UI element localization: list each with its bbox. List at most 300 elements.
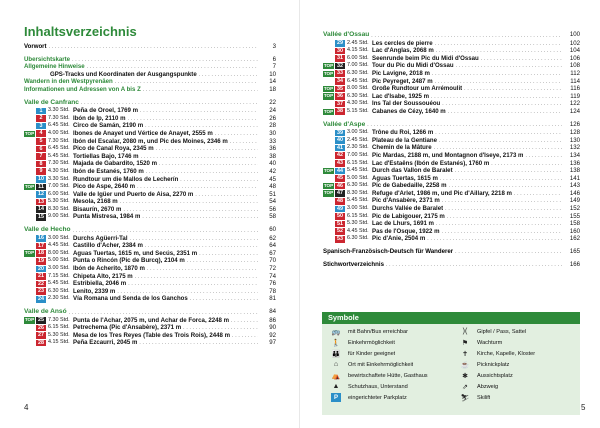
tour-duration: 3.30 Std. (48, 107, 70, 114)
tour-number-badge: 10 (38, 176, 44, 182)
leader-dots (199, 250, 258, 258)
toc-tour-entry (323, 70, 580, 78)
toc-page-number: 143 (569, 182, 580, 190)
top-badge: TOP (24, 130, 35, 136)
tour-number-badge: 45 (337, 175, 343, 182)
tour-number-badge: 48 (337, 197, 343, 204)
legend-symbol-icon: 👪 (331, 350, 341, 358)
toc-entry-title: Mesola, 2168 m (73, 198, 118, 206)
tour-duration: 3.00 Std. (48, 234, 70, 241)
leader-dots (232, 332, 258, 340)
toc-entry-title: Refuge d'Arlet, 1986 m, und Pic d'Aillary, 2218 m (372, 189, 512, 197)
right-page (300, 0, 600, 428)
tour-number-badge: 20 (38, 265, 44, 272)
toc-entry-title: Peña Ezcaurri, 2045 m (73, 339, 138, 347)
symbol-entry (451, 348, 580, 359)
symbols-title: Symbole (322, 312, 580, 324)
tour-number-badge: 17 (38, 242, 44, 249)
toc-page-number: 33 (269, 137, 276, 145)
leader-dots (215, 130, 258, 138)
toc-entry-title: Pic d'Anie, 2504 m (372, 235, 426, 243)
toc-tour-entry (323, 78, 580, 86)
toc-page-number: 149 (569, 197, 580, 205)
toc-page-number: 64 (269, 242, 276, 250)
tour-duration: 7.30 Std. (48, 160, 70, 167)
toc-tour-entry (24, 130, 276, 138)
toc-entry-title: Ibones de Anayet und Vértice de Anayet, 2555 m (73, 129, 213, 137)
toc-entry-title: Pas de l'Osque, 1922 m (372, 227, 440, 235)
tour-duration: 6.30 Std. (347, 69, 369, 76)
toc-page-number: 28 (269, 122, 276, 130)
toc-entry-title: Lac d'Estaëns (Ibón de Estanés), 1760 m (372, 159, 490, 167)
toc-tour-entry (323, 85, 580, 93)
tour-number-badge: 40 (337, 137, 343, 144)
toc-entry-title: Majada de Gabardito, 1520 m (73, 160, 157, 168)
legend-symbol-icon: ✝ (462, 350, 468, 358)
toc-entry-title: Informationen und Adressen von A bis Z (24, 85, 141, 93)
leader-dots (145, 242, 258, 250)
legend-symbol-icon: ⚑ (461, 339, 469, 347)
top-badge (323, 160, 334, 166)
toc-tour-entry (323, 47, 580, 55)
leader-dots (120, 198, 258, 206)
toc-page-number: 138 (569, 167, 580, 175)
tour-duration: 7.00 Std. (347, 62, 369, 69)
leader-dots (434, 144, 562, 152)
legend-symbol-label: Schutzhaus, Unterstand (348, 383, 408, 390)
leader-dots (435, 129, 562, 137)
leader-dots (436, 47, 562, 55)
toc-entry-title: Valle de Igüer und Puerto de Aisa, 2270 m (73, 190, 194, 198)
toc-entry-title: Lac d'Anglas, 2068 m (372, 47, 434, 55)
tour-number-badge: 36 (337, 93, 343, 100)
leader-dots (455, 167, 562, 175)
toc-tour-entry (24, 317, 276, 325)
toc-title: Inhaltsverzeichnis (24, 24, 137, 39)
toc-tour-entry (24, 273, 276, 281)
toc-page-number: 6 (272, 55, 276, 63)
tour-number-badge: 41 (337, 144, 343, 151)
leader-dots (183, 324, 258, 332)
toc-entry-title: Mesa de los Tres Reyes (Table des Trois Rois), 2448 m (73, 331, 231, 339)
leader-dots (142, 213, 258, 221)
toc-page-number: 100 (569, 31, 580, 38)
top-badge (24, 273, 35, 279)
symbol-entry (451, 326, 580, 337)
toc-entry-title: Wandern in den Westpyrenäen (24, 78, 113, 86)
top-badge (323, 48, 334, 54)
top-badge (323, 101, 334, 107)
tour-duration: 3.00 Std. (347, 205, 369, 212)
legend-symbol-icon: ⛺ (331, 372, 341, 380)
tour-duration: 6.15 Std. (48, 324, 70, 331)
toc-tour-entry (24, 153, 276, 161)
leader-dots (123, 206, 258, 214)
top-badge: TOP (323, 167, 334, 173)
leader-dots (140, 107, 258, 115)
toc-page-number: 106 (569, 54, 580, 62)
tour-duration: 7.15 Std. (48, 272, 70, 279)
toc-page-number: 70 (269, 257, 276, 265)
page-number-right: 5 (581, 403, 586, 412)
tour-duration: 3.30 Std. (48, 175, 70, 182)
legend-symbol-icon: ▲ (332, 383, 340, 390)
toc-tour-entry (24, 235, 276, 243)
leader-dots (145, 122, 258, 130)
toc-tour-entry (24, 288, 276, 296)
toc-entry-title: Übersichtskarte (24, 55, 71, 63)
toc-page-number: 152 (569, 205, 580, 213)
leader-dots (159, 160, 258, 168)
toc-page-number: 114 (570, 77, 580, 85)
top-badge (24, 266, 35, 272)
toc-entry-title: Pico de Canal Roya, 2345 m (73, 145, 154, 153)
toc-entry-title: Vallée d'Aspe (323, 120, 366, 128)
toc-page-number: 18 (269, 85, 276, 93)
symbol-entry (322, 359, 451, 370)
tour-number-badge: 2 (36, 115, 46, 122)
tour-duration: 2.30 Std. (347, 144, 369, 151)
top-badge (24, 146, 35, 152)
toc-page-number: 30 (269, 129, 276, 137)
tour-number-badge: 32 (337, 62, 343, 69)
toc-section-heading (323, 121, 580, 130)
toc-page-number: 128 (569, 129, 580, 137)
symbol-entry (322, 348, 451, 359)
toc-tour-entry (24, 295, 276, 303)
tour-duration: 4.00 Std. (48, 129, 70, 136)
tour-number-badge: 51 (337, 220, 343, 227)
tour-number-badge: 16 (38, 235, 44, 242)
leader-dots (146, 168, 258, 176)
tour-duration: 7.30 Std. (48, 137, 70, 144)
toc-page-number: 146 (569, 189, 580, 197)
tour-duration: 7.30 Std. (48, 316, 70, 323)
tour-duration: 8.30 Std. (48, 205, 70, 212)
toc-entry-title: Chipeta Alto, 2175 m (73, 272, 133, 280)
tour-number-badge: 23 (38, 288, 44, 295)
toc-tour-entry (24, 168, 276, 176)
tour-number-badge: 39 (337, 129, 343, 136)
leader-dots (137, 183, 258, 191)
leader-dots (449, 182, 562, 190)
legend-symbol-label: eingerichteter Parkplatz (348, 394, 407, 401)
toc-page-number: 40 (269, 160, 276, 168)
toc-entry-title: Petrechema (Pic d'Ansabère), 2371 m (73, 324, 182, 332)
tour-duration: 2.45 Std. (347, 136, 369, 143)
tour-duration: 6.45 Std. (347, 77, 369, 84)
toc-page-number: 24 (269, 107, 276, 115)
toc-page-number: 116 (570, 85, 580, 93)
leader-dots (447, 213, 562, 221)
legend-symbol-icon: ⌂ (333, 361, 339, 368)
toc-page-number: 126 (569, 120, 580, 128)
symbol-entry (322, 381, 451, 392)
tour-number-badge: 29 (337, 40, 343, 47)
toc-entry-title: Ibón de Ip, 2110 m (73, 114, 126, 122)
legend-symbol-label: Picknickplatz (477, 361, 510, 368)
leader-dots (49, 43, 258, 51)
legend-symbol-icon: )( (462, 328, 468, 335)
toc-entry-title: Seenrunde beim Pic du Midi d'Ossau (372, 54, 479, 62)
leader-dots (130, 235, 258, 243)
leader-dots (455, 248, 562, 256)
toc-page-number: 104 (569, 47, 580, 55)
toc-page-number: 136 (569, 159, 580, 167)
legend-symbol-label: mit Bahn/Bus erreichbar (348, 328, 409, 335)
tour-number-badge: 11 (36, 184, 46, 191)
legend-symbol-label: Wachturm (477, 339, 503, 346)
leader-dots (386, 261, 562, 269)
tour-number-badge: 25 (38, 317, 44, 324)
tour-number-badge: 31 (337, 55, 343, 62)
toc-page-number: 56 (269, 205, 276, 213)
tour-duration: 8.00 Std. (347, 85, 369, 92)
leader-dots (87, 63, 258, 71)
tour-number-badge: 18 (38, 250, 44, 257)
tour-duration: 6.45 Std. (48, 122, 70, 129)
toc-page-number: 48 (269, 183, 276, 191)
leader-dots (371, 32, 562, 40)
top-badge (24, 296, 35, 302)
toc-tour-entry (24, 250, 276, 258)
tour-duration: 5.30 Std. (347, 220, 369, 227)
leader-dots (464, 85, 562, 93)
top-badge: TOP (323, 108, 334, 114)
toc-page-number: 122 (569, 100, 580, 108)
toc-page-number: 42 (269, 167, 276, 175)
tour-duration: 4.30 Std. (347, 100, 369, 107)
toc-entry-title: Punta de l'Achar, 2075 m, und Achar de Forca, 2248 m (73, 316, 229, 324)
leader-dots (230, 138, 258, 146)
symbols-column-left (322, 326, 451, 403)
legend-symbol-label: Einkehrmöglichkeit (348, 339, 395, 346)
top-badge (323, 40, 334, 46)
toc-page-number: 102 (569, 39, 580, 47)
top-badge: TOP (323, 182, 334, 188)
tour-duration: 6.45 Std. (48, 145, 70, 152)
toc-tour-entry (24, 332, 276, 340)
toc-tour-entry (323, 108, 580, 116)
toc-tour-entry (323, 190, 580, 198)
toc-tour-entry (24, 280, 276, 288)
tour-number-badge: 19 (38, 257, 44, 264)
tour-number-badge: 46 (337, 182, 343, 189)
top-badge (323, 221, 334, 227)
toc-entry-title: Castillo d'Acher, 2384 m (73, 242, 143, 250)
toc-page-number: 26 (269, 114, 276, 122)
top-badge (24, 161, 35, 167)
leader-dots (431, 93, 562, 101)
leader-dots (525, 152, 562, 160)
toc-page-number: 112 (570, 69, 580, 77)
leader-dots (147, 265, 258, 273)
tour-duration: 4.15 Std. (48, 339, 70, 346)
leader-dots (445, 205, 562, 213)
toc-entry-title: Lac d'Isabe, 1925 m (372, 92, 430, 100)
toc-entry-title: Aguas Tuertas, 1615 m, und Secús, 2351 m (73, 249, 198, 257)
toc-page-number: 7 (272, 63, 276, 71)
toc-page-number: 38 (269, 152, 276, 160)
toc-tour-entry (24, 145, 276, 153)
toc-page-number: 74 (269, 272, 276, 280)
top-badge: TOP (323, 85, 334, 91)
legend-symbol-label: bewirtschaftete Hütte, Gasthaus (348, 372, 428, 379)
toc-entry-title: Estribiella, 2046 m (73, 280, 127, 288)
toc-tour-entry (323, 220, 580, 228)
top-badge (323, 78, 334, 84)
toc-entry-title: Pic Mardas, 2188 m, und Montagnon d'Iseye, 2173 m (372, 151, 524, 159)
tour-duration: 5.45 Std. (347, 197, 369, 204)
toc-entry-title: Durch das Vallon de Baralet (372, 167, 453, 175)
symbols-legend (322, 312, 580, 415)
toc-tour-entry (323, 62, 580, 70)
toc-tour-entry (323, 144, 580, 152)
toc-entry (323, 261, 580, 269)
toc-entry-title: Spanisch-Französisch-Deutsch für Wanderer (323, 248, 454, 256)
toc-tour-entry (323, 167, 580, 175)
top-badge (24, 176, 35, 182)
leader-dots (128, 115, 259, 123)
top-badge (24, 281, 35, 287)
toc-page-number: 10 (269, 70, 276, 78)
toc-page-number: 14 (269, 78, 276, 86)
top-badge (323, 130, 334, 136)
toc-page-number: 78 (269, 287, 276, 295)
top-badge (323, 236, 334, 242)
leader-dots (143, 86, 258, 94)
toc-page-number: 134 (569, 151, 580, 159)
tour-duration: 4.45 Std. (347, 227, 369, 234)
tour-number-badge: 9 (36, 168, 46, 175)
tour-number-badge: 27 (38, 332, 44, 339)
tour-duration: 6.30 Std. (347, 182, 369, 189)
top-badge: TOP (323, 190, 334, 196)
toc-entry-title: Lenito, 2339 m (73, 287, 116, 295)
toc-tour-entry (24, 176, 276, 184)
top-badge (24, 115, 35, 121)
tour-duration: 5.00 Std. (347, 174, 369, 181)
leader-dots (448, 108, 562, 116)
toc-tour-entry (24, 138, 276, 146)
toc-entry-title: Pic d'Ansabère, 2371 m (372, 197, 440, 205)
toc-page-number: 130 (569, 136, 580, 144)
toc-entry-title: Ibón del Escalar, 2080 m, und Pic des Moines, 2346 m (73, 137, 228, 145)
top-badge (24, 243, 35, 249)
toc-tour-entry (24, 206, 276, 214)
toc-entry-title: Trône du Roi, 1266 m (372, 129, 434, 137)
tour-duration: 6.30 Std. (347, 92, 369, 99)
toc-entry-title: Pic de Gabedaille, 2258 m (372, 182, 447, 190)
leader-dots (156, 145, 258, 153)
top-badge (323, 137, 334, 143)
leader-dots (72, 56, 258, 64)
tour-number-badge: 52 (337, 228, 343, 235)
toc-page-number: 54 (269, 198, 276, 206)
toc-page-number: 62 (269, 234, 276, 242)
leader-dots (187, 257, 258, 265)
tour-number-badge: 38 (337, 108, 343, 115)
top-badge: TOP (24, 317, 35, 323)
toc-section-heading (24, 99, 276, 108)
toc-tour-entry (323, 213, 580, 221)
tour-duration: 7.30 Std. (48, 114, 70, 121)
toc-page-number: 132 (569, 144, 580, 152)
toc-entry-title: Valle de Canfranc (24, 98, 79, 106)
top-badge (24, 288, 35, 294)
toc-entry-title: Ibón de Estanés, 1760 m (73, 167, 144, 175)
toc-tour-entry (24, 265, 276, 273)
toc-page-number: 90 (269, 324, 276, 332)
toc-page-number: 36 (269, 145, 276, 153)
tour-number-badge: 50 (337, 213, 343, 220)
tour-duration: 7.00 Std. (48, 183, 70, 190)
toc-list-right (323, 31, 580, 268)
toc-section-heading (24, 226, 276, 235)
toc-page-number: 92 (269, 331, 276, 339)
tour-number-badge: 13 (38, 198, 44, 205)
symbols-column-right (451, 326, 580, 403)
leader-dots (81, 99, 258, 107)
toc-page-number: 72 (269, 265, 276, 273)
leader-dots (435, 78, 562, 86)
leader-dots (139, 339, 258, 347)
legend-symbol-icon: ☕ (460, 361, 470, 369)
top-badge (323, 228, 334, 234)
tour-duration: 6.15 Std. (347, 212, 369, 219)
leader-dots (432, 70, 562, 78)
toc-section-heading (323, 31, 580, 40)
toc-entry-title: Allgemeine Hinweise (24, 63, 85, 71)
top-badge: TOP (323, 70, 334, 76)
tour-duration: 9.00 Std. (48, 213, 70, 220)
tour-duration: 6.00 Std. (48, 190, 70, 197)
tour-duration: 6.15 Std. (347, 159, 369, 166)
toc-entry-title: Tour du Pic du Midi d'Ossau (372, 62, 454, 70)
tour-number-badge: 1 (36, 108, 46, 115)
tour-duration: 3.00 Std. (347, 129, 369, 136)
tour-number-badge: 33 (337, 70, 343, 77)
leader-dots (481, 55, 562, 63)
toc-page-number: 45 (269, 175, 276, 183)
top-badge (24, 191, 35, 197)
symbol-entry (451, 392, 580, 403)
toc-page-number: 22 (269, 98, 276, 106)
legend-symbol-icon: 🚶 (331, 339, 341, 347)
toc-entry-title: Aguas Tuertas, 1615 m (372, 174, 438, 182)
tour-duration: 8.30 Std. (347, 189, 369, 196)
leader-dots (117, 288, 258, 296)
toc-page-number: 162 (569, 235, 580, 243)
top-badge (323, 198, 334, 204)
toc-entry-title: GPS-Tracks und Koordinaten der Ausgangspunkte (50, 70, 197, 78)
toc-entry-title: Punta Mistresa, 1984 m (73, 213, 141, 221)
toc-entry (24, 71, 276, 79)
leader-dots (190, 295, 258, 303)
tour-number-badge: 3 (36, 123, 46, 130)
top-badge: TOP (323, 62, 334, 68)
toc-entry (24, 63, 276, 71)
tour-number-badge: 49 (337, 205, 343, 212)
toc-tour-entry (323, 129, 580, 137)
symbol-entry (322, 337, 451, 348)
top-badge (24, 332, 35, 338)
leader-dots (456, 62, 562, 70)
toc-entry-title: Peña de Oroel, 1769 m (73, 107, 139, 115)
tour-duration: 5.30 Std. (48, 198, 70, 205)
toc-page-number: 108 (569, 62, 580, 70)
symbol-entry (322, 392, 451, 403)
